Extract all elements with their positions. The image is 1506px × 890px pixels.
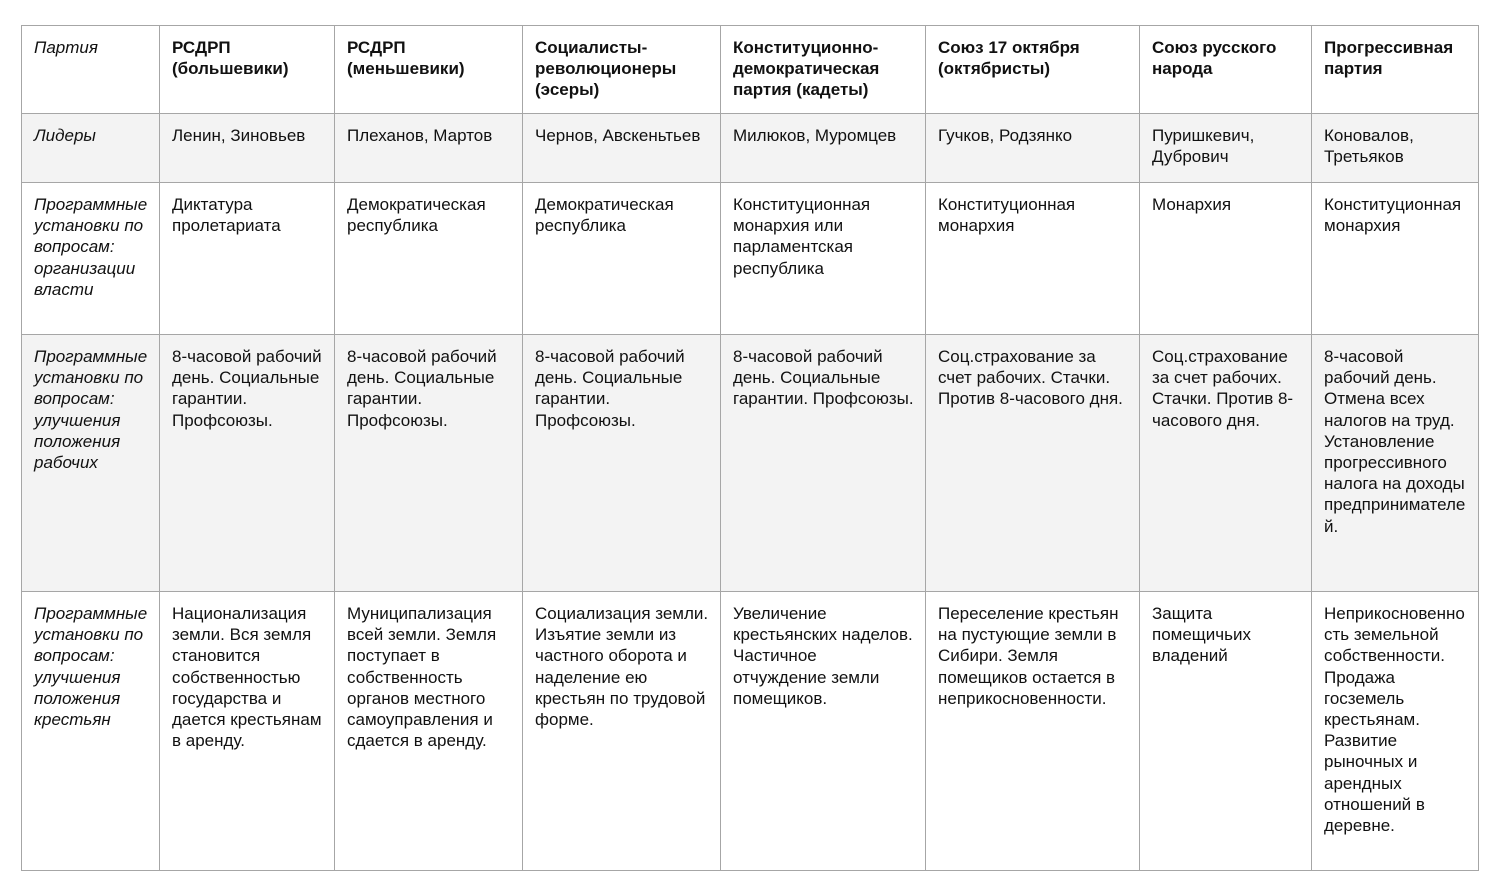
party-header: Союз 17 октября (октябристы): [926, 26, 1140, 114]
table-cell: 8-часовой рабочий день. Социальные гарантии. Профсоюзы.: [523, 335, 721, 592]
table-cell: Увеличение крестьянских наделов. Частичное отчуждение земли помещиков.: [721, 592, 926, 871]
table-cell: 8-часовой рабочий день. Социальные гарантии. Профсоюзы.: [721, 335, 926, 592]
table-cell: Чернов, Авскеньтьев: [523, 114, 721, 183]
table-cell: Конституционная монархия: [926, 183, 1140, 335]
table-cell: Защита помещичьих владений: [1140, 592, 1312, 871]
party-header: Союз русского народа: [1140, 26, 1312, 114]
table-cell: Конституционная монархия или парламентская республика: [721, 183, 926, 335]
row-label: Программные установки по вопросам: улучшения положения крестьян: [22, 592, 160, 871]
table-cell: Переселение крестьян на пустующие земли в Сибири. Земля помещиков остается в неприкосновенности.: [926, 592, 1140, 871]
table-cell: Ленин, Зиновьев: [160, 114, 335, 183]
table-cell: Неприкосновенность земельной собственности. Продажа госземель крестьянам. Развитие рыночных и арендных отношений в деревне.: [1312, 592, 1479, 871]
table-cell: 8-часовой рабочий день. Социальные гарантии. Профсоюзы.: [335, 335, 523, 592]
table-row-workers: [22, 335, 1479, 592]
party-header: РСДРП (большевики): [160, 26, 335, 114]
table-cell: Пуришкевич, Дубрович: [1140, 114, 1312, 183]
table-cell: Монархия: [1140, 183, 1312, 335]
table-cell: Милюков, Муромцев: [721, 114, 926, 183]
table-cell: Муниципализация всей земли. Земля поступает в собственность органов местного самоуправления и сдается в аренду.: [335, 592, 523, 871]
header-row: [22, 26, 1479, 114]
header-row-label: Партия: [22, 26, 160, 114]
row-label: Программные установки по вопросам: организации власти: [22, 183, 160, 335]
table-cell: Демократическая республика: [523, 183, 721, 335]
table-cell: 8-часовой рабочий день. Социальные гарантии. Профсоюзы.: [160, 335, 335, 592]
party-header: Прогрессивная партия: [1312, 26, 1479, 114]
table-cell: Социализация земли. Изъятие земли из частного оборота и наделение ею крестьян по трудовой форме.: [523, 592, 721, 871]
table-cell: Плеханов, Мартов: [335, 114, 523, 183]
table-row-peasants: [22, 592, 1479, 871]
table-cell: Соц.страхование за счет рабочих. Стачки. Против 8-часового дня.: [926, 335, 1140, 592]
table-cell: Демократическая республика: [335, 183, 523, 335]
parties-table: [21, 25, 1479, 871]
row-label: Лидеры: [22, 114, 160, 183]
table-cell: Коновалов, Третьяков: [1312, 114, 1479, 183]
table-cell: Гучков, Родзянко: [926, 114, 1140, 183]
table-cell: 8-часовой рабочий день. Отмена всех налогов на труд. Установление прогрессивного налога на доходы предпринимателей.: [1312, 335, 1479, 592]
table-cell: Конституционная монархия: [1312, 183, 1479, 335]
table-cell: Соц.страхование за счет рабочих. Стачки. Против 8-часового дня.: [1140, 335, 1312, 592]
party-header: РСДРП (меньшевики): [335, 26, 523, 114]
party-header: Социалисты-революционеры (эсеры): [523, 26, 721, 114]
row-label: Программные установки по вопросам: улучшения положения рабочих: [22, 335, 160, 592]
table-row-power: [22, 183, 1479, 335]
table-cell: Диктатура пролетариата: [160, 183, 335, 335]
table-cell: Национализация земли. Вся земля становится собственностью государства и дается крестьянам в аренду.: [160, 592, 335, 871]
party-header: Конституционно-демократическая партия (кадеты): [721, 26, 926, 114]
table-row-leaders: [22, 114, 1479, 183]
